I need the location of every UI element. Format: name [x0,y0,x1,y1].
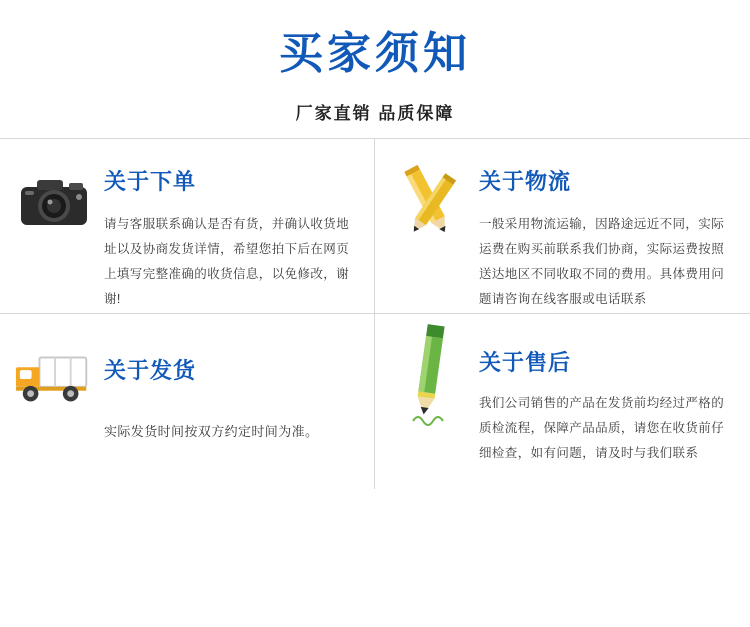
notice-card-title: 关于物流 [479,168,572,194]
page-subtitle: 厂家直销 品质保障 [295,103,455,123]
notice-card-text: 实际发货时间按双方约定时间为准。 [104,423,319,439]
notice-card-ordering [0,139,375,314]
notice-card-body [473,157,736,312]
notice-card-text: 我们公司销售的产品在发货前均经过严格的质检流程，保障产品品质，请您在收货前仔细检查，如有问题，请及时与我们联系 [479,395,725,460]
subtitle-wrap [0,99,750,124]
footer-space [0,489,750,569]
notice-card-title: 关于下单 [104,168,197,194]
notice-card-aftersales [375,314,750,489]
notice-card-body [98,157,360,312]
notice-card-body [98,332,360,445]
camera-icon [14,161,98,245]
notice-card-shipping [0,314,375,489]
notice-card-text: 一般采用物流运输，因路途远近不同，实际运费在购买前联系我们协商，实际运费按照送达地区不同收取不同的费用。具体费用问题请咨询在线客服或电话联系 [479,216,725,306]
notice-grid [0,139,750,489]
notice-card-body [473,332,736,466]
page-title: 买家须知 [279,29,471,78]
notice-card-title: 关于售后 [479,349,572,375]
pencils-icon [389,161,473,245]
notice-card-title: 关于发货 [104,357,197,383]
notice-card-logistics [375,139,750,314]
page-header [0,0,750,139]
truck-icon [14,336,98,420]
notice-card-text: 请与客服联系确认是否有货，并确认收货地址以及协商发货详情，希望您拍下后在网页上填写完整准确的收货信息，以免修改，谢谢! [104,216,350,306]
green-pencil-icon [389,336,473,420]
